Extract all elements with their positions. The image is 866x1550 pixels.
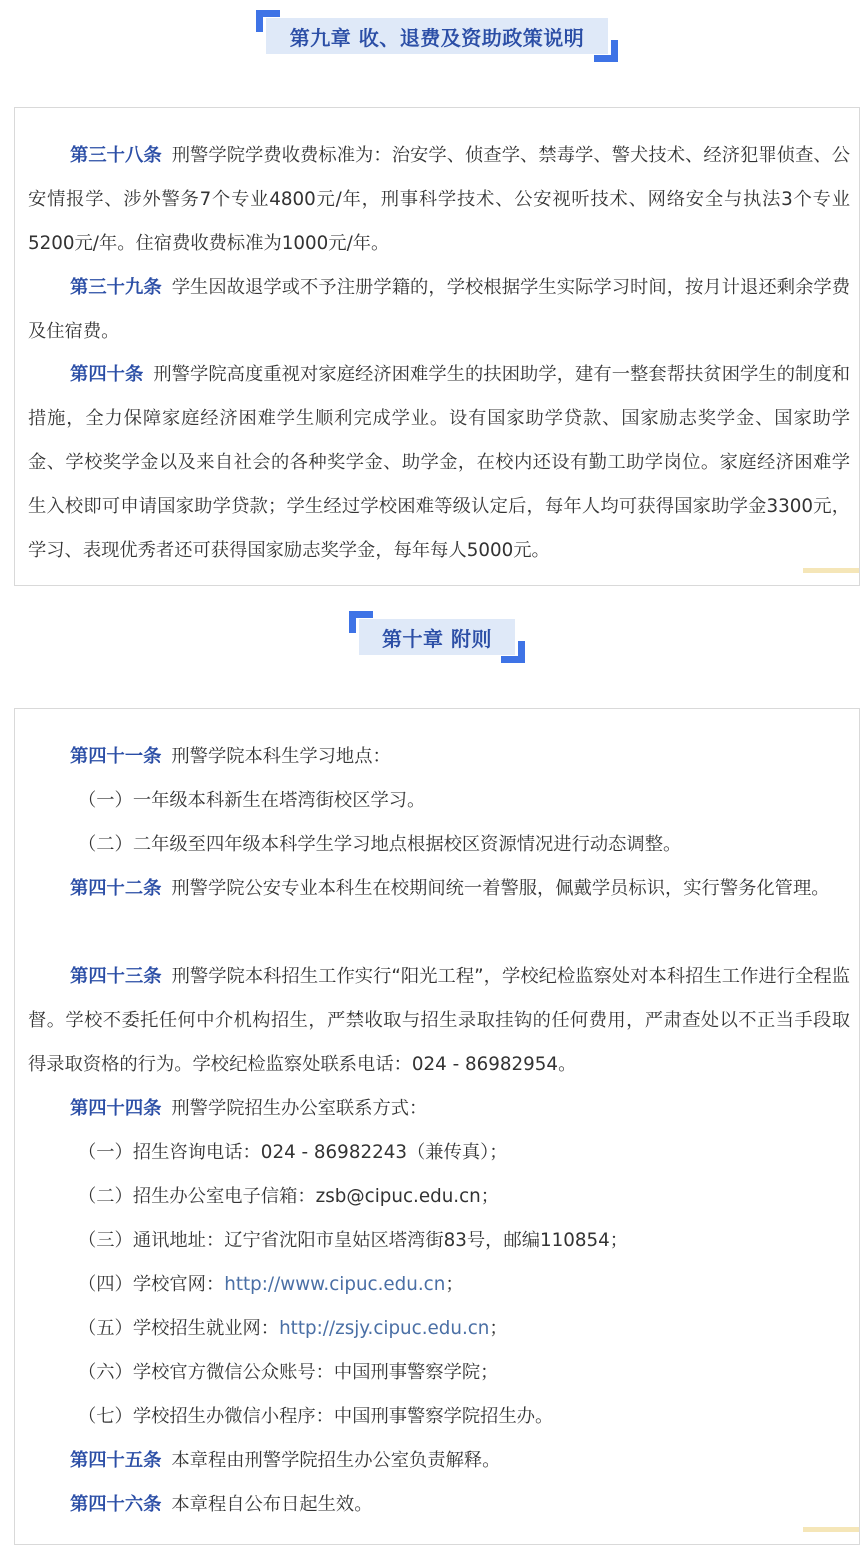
- article-44: [28, 1087, 850, 1131]
- article-text: 刑警学院公安专业本科生在校期间统一着警服，佩戴学员标识，实行警务化管理。: [171, 878, 830, 899]
- chapter-10-heading: [349, 611, 525, 663]
- article-38: [28, 134, 850, 266]
- chapter-10-card: [14, 708, 860, 1545]
- contact-admission-site: [28, 1307, 866, 1351]
- chapter-9-heading: [256, 10, 618, 62]
- contact-address: （三）通讯地址：辽宁省沈阳市皇姑区塔湾街83号，邮编110854；: [78, 1230, 629, 1251]
- accent-decoration: [803, 568, 859, 573]
- chapter-9-title: 第九章 收、退费及资助政策说明: [266, 18, 608, 54]
- article-number: 第四十三条: [70, 966, 162, 987]
- article-number: 第四十一条: [70, 746, 162, 767]
- contact-wechat-miniprogram: （七）学校招生办微信小程序：中国刑事警察学院招生办。: [78, 1406, 554, 1427]
- article-number: 第四十条: [70, 364, 144, 385]
- article-number: 第四十六条: [70, 1494, 162, 1515]
- article-text: 学生因故退学或不予注册学籍的，学校根据学生实际学习时间，按月计退还剩余学费及住宿费。: [28, 277, 851, 342]
- chapter-10-title: 第十章 附则: [359, 619, 515, 655]
- contact-wechat-account: （六）学校官方微信公众账号：中国刑事警察学院；: [78, 1362, 499, 1383]
- contact-phone: （一）招生咨询电话：024 - 86982243（兼传真）；: [78, 1142, 508, 1163]
- list-item: （一）一年级本科新生在塔湾街校区学习。: [78, 790, 426, 811]
- article-text: 刑警学院招生办公室联系方式：: [171, 1098, 428, 1119]
- article-40: [28, 353, 850, 573]
- website-label: （四）学校官网：: [78, 1274, 225, 1295]
- contact-email: （二）招生办公室电子信箱：zsb@cipuc.edu.cn；: [78, 1186, 500, 1207]
- admission-site-link[interactable]: http://zsjy.cipuc.edu.cn: [279, 1318, 490, 1339]
- article-text: 刑警学院学费收费标准为：治安学、侦查学、禁毒学、警犬技术、经济犯罪侦查、公安情报学、涉外警务7个专业4800元/年，刑事科学技术、公安视听技术、网络安全与执法3个专业5200元/年。住宿费收费标准为1000元/年。: [28, 145, 851, 254]
- punctuation: ；: [489, 1318, 508, 1339]
- accent-decoration: [803, 1527, 859, 1532]
- website-link[interactable]: http://www.cipuc.edu.cn: [224, 1274, 446, 1295]
- article-39: [28, 266, 850, 354]
- article-text: 本章程由刑警学院招生办公室负责解释。: [171, 1450, 501, 1471]
- article-46: [28, 1483, 850, 1527]
- contact-website: [28, 1263, 866, 1307]
- article-41: [28, 735, 850, 779]
- article-text: 刑警学院高度重视对家庭经济困难学生的扶困助学，建有一整套帮扶贫困学生的制度和措施，全力保障家庭经济困难学生顺利完成学业。设有国家助学贷款、国家励志奖学金、国家助学金、学校奖学金以及来自社会的各种奖学金、助学金，在校内还设有勤工助学岗位。家庭经济困难学生入校即可申请国家助学贷款；学生经过学校困难等级认定后，每年人均可获得国家助学金3300元，学习、表现优秀者还可获得国家励志奖学金，每年每人5000元。: [28, 364, 851, 561]
- article-text: 刑警学院本科招生工作实行“阳光工程”，学校纪检监察处对本科招生工作进行全程监督。学校不委托任何中介机构招生，严禁收取与招生录取挂钩的任何费用，严肃查处以不正当手段取得录取资格的行为。学校纪检监察处联系电话：024 - 86982954。: [28, 966, 850, 1075]
- article-number: 第三十八条: [70, 145, 162, 166]
- article-number: 第四十四条: [70, 1098, 162, 1119]
- article-45: [28, 1439, 850, 1483]
- article-number: 第四十二条: [70, 878, 162, 899]
- punctuation: ；: [445, 1274, 464, 1295]
- article-text: 刑警学院本科生学习地点：: [171, 746, 391, 767]
- admission-site-label: （五）学校招生就业网：: [78, 1318, 280, 1339]
- list-item: （二）二年级至四年级本科学生学习地点根据校区资源情况进行动态调整。: [78, 834, 682, 855]
- article-text: 本章程自公布日起生效。: [171, 1494, 373, 1515]
- chapter-9-card: [14, 107, 860, 586]
- article-number: 第三十九条: [70, 277, 162, 298]
- article-43: [28, 955, 850, 1087]
- article-number: 第四十五条: [70, 1450, 162, 1471]
- article-42: [28, 867, 850, 911]
